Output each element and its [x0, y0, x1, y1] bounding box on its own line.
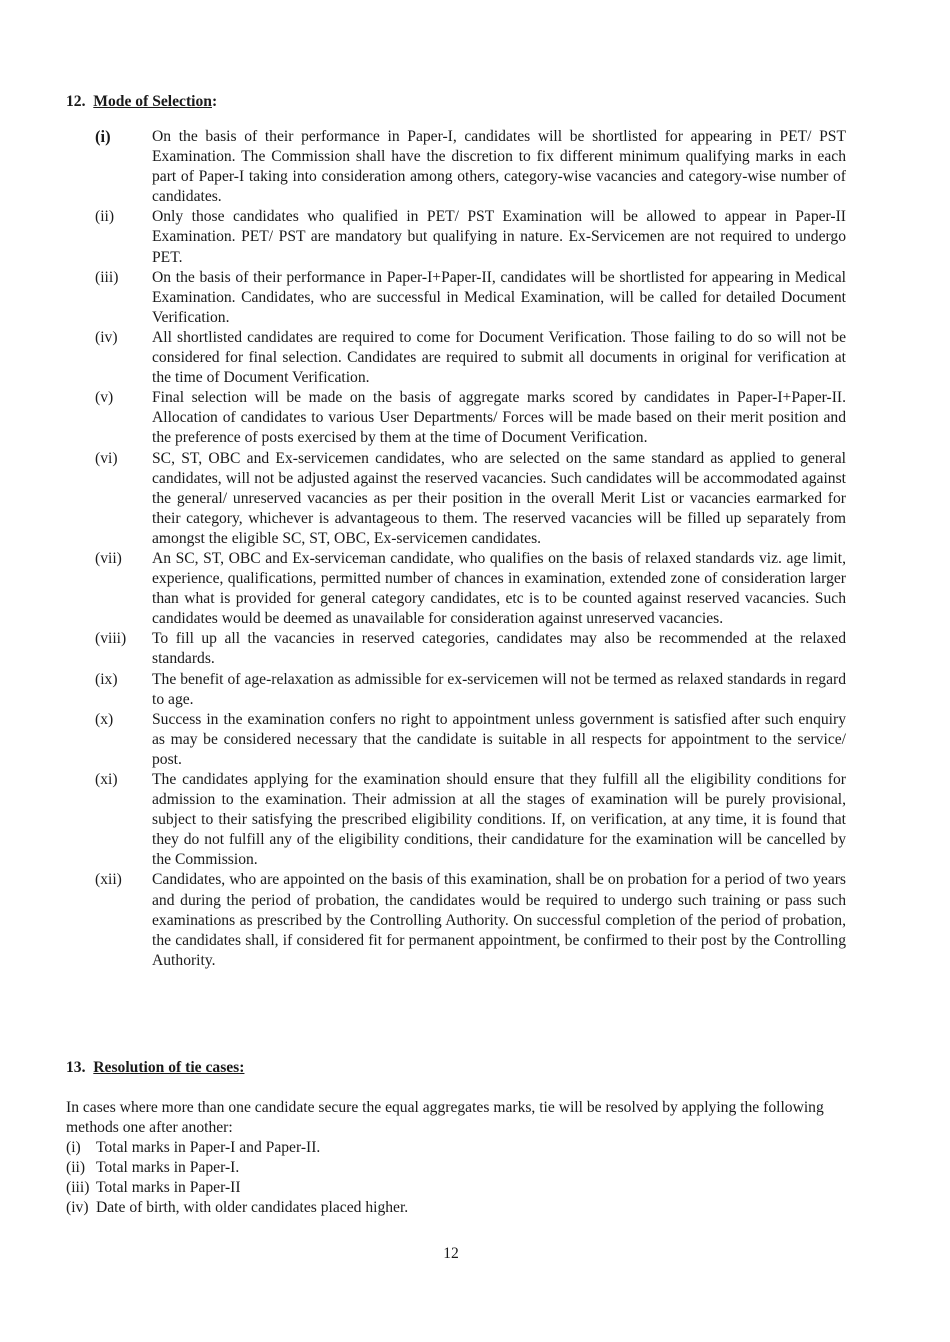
list-item	[95, 449, 846, 549]
list-item	[66, 1198, 408, 1218]
item-number: (iii)	[95, 268, 119, 286]
method-number: (iv)	[66, 1199, 89, 1217]
section-13-title: Resolution of tie cases:	[93, 1059, 245, 1076]
section-12-heading	[66, 92, 217, 112]
item-number: (v)	[95, 389, 114, 407]
item-number: (x)	[95, 710, 114, 728]
item-number: (i)	[95, 127, 111, 146]
list-item	[66, 1138, 408, 1158]
item-number: (iv)	[95, 328, 118, 346]
item-number: (ix)	[95, 670, 118, 688]
method-number: (ii)	[66, 1159, 86, 1177]
tie-methods-list	[66, 1138, 408, 1218]
item-text: On the basis of their performance in Paper-I+Paper-II, candidates will be shortlisted for appearing in Medical Examination. Candidates, who are successful in Medical Examination, will be called for detailed Document Verification.	[152, 268, 846, 326]
list-item	[66, 1178, 408, 1198]
list-item	[95, 549, 846, 629]
section-13-heading	[66, 1058, 244, 1078]
item-text: Only those candidates who qualified in PET/ PST Examination will be allowed to appear in Paper-II Examination. PET/ PST are mandatory but qualifying in nature. Ex-Servicemen are not required to undergo PET.	[152, 208, 846, 266]
item-text: On the basis of their performance in Paper-I, candidates will be shortlisted for appearing in PET/ PST Examination. The Commission shall have the discretion to fix different minimum qualifying marks in each part of Paper-I taking into consideration among others, category-wise vacancies and category-wise number of candidates.	[152, 128, 846, 206]
section-12-title: Mode of Selection	[93, 93, 212, 110]
section-12-number: 12.	[66, 93, 86, 110]
item-text: The candidates applying for the examination should ensure that they fulfill all the eligibility conditions for admission to the examination. Their admission at all the stages of examination will be purely provisional, subject to their satisfying the prescribed eligibility conditions. If, on verification, at any time, it is found that they do not fulfill any of the eligibility conditions, their candidature for the examination will be cancelled by the Commission.	[152, 771, 846, 869]
item-text: The benefit of age-relaxation as admissible for ex-servicemen will not be termed as relaxed standards in regard to age.	[152, 670, 846, 708]
method-text: Total marks in Paper-I and Paper-II.	[96, 1139, 321, 1156]
item-text: Success in the examination confers no right to appointment unless government is satisfied after such enquiry as may be considered necessary that the candidate is suitable in all respects for appointment to the service/ post.	[152, 710, 846, 768]
item-text: To fill up all the vacancies in reserved categories, candidates may also be recommended at the relaxed standards.	[152, 630, 846, 668]
list-item	[95, 207, 846, 267]
item-number: (xii)	[95, 871, 122, 889]
list-item	[95, 770, 846, 870]
list-item	[95, 710, 846, 770]
method-text: Total marks in Paper-II	[96, 1179, 241, 1197]
item-text: An SC, ST, OBC and Ex-serviceman candidate, who qualifies on the basis of relaxed standards viz. age limit, experience, qualifications, permitted number of chances in examination, extended zone of consideration larger than what is provided for general category candidates, etc is to be counted against reserved vacancies. Such candidates would be deemed as unavailable for consideration against unreserved vacancies.	[152, 549, 846, 628]
item-number: (xi)	[95, 771, 118, 788]
item-number: (ii)	[95, 208, 115, 226]
list-item	[95, 629, 846, 669]
item-number: (viii)	[95, 630, 127, 648]
list-item	[95, 328, 846, 388]
item-text: Final selection will be made on the basis of aggregate marks scored by candidates in Paper-I+Paper-II. Allocation of candidates to various User Departments/ Forces will be made based on their merit position and the preference of posts exercised by them at the time of Document Verification.	[152, 389, 846, 447]
item-number: (vi)	[95, 449, 118, 467]
item-text: SC, ST, OBC and Ex-servicemen candidates, who are selected on the same standard as applied to general candidates, will not be adjusted against the reserved vacancies. Such candidates will be accommodated against the general/ unreserved vacancies as per their position in the overall Merit List or vacancies earmarked for their category, whichever is advantageous to them. The reserved vacancies will be filled up separately from amongst the eligible SC, ST, OBC, Ex-servicemen candidates.	[152, 449, 846, 547]
page-number: 12	[443, 1245, 459, 1262]
list-item	[95, 268, 846, 328]
list-item	[95, 127, 846, 207]
tie-resolution-intro: In cases where more than one candidate secure the equal aggregates marks, tie will be resolved by applying the following methods one after another:	[66, 1099, 824, 1137]
list-item	[95, 388, 846, 448]
list-item	[66, 1158, 408, 1178]
item-number: (vii)	[95, 549, 122, 567]
method-text: Date of birth, with older candidates placed higher.	[96, 1199, 409, 1217]
section-12-colon: :	[211, 93, 218, 110]
item-text: All shortlisted candidates are required to come for Document Verification. Those failing to do so will not be considered for final selection. Candidates are required to submit all documents in original for verification at the time of Document Verification.	[152, 328, 846, 387]
list-item	[95, 870, 846, 970]
selection-criteria-list	[95, 127, 846, 971]
method-number: (iii)	[66, 1179, 90, 1197]
method-text: Total marks in Paper-I.	[96, 1159, 240, 1177]
method-number: (i)	[66, 1139, 81, 1156]
section-13-number: 13.	[66, 1059, 86, 1076]
item-text: Candidates, who are appointed on the basis of this examination, shall be on probation for a period of two years and during the period of probation, the candidates would be required to undergo such training or pass such examinations as prescribed by the Controlling Authority. On successful completion of the period of probation, the candidates shall, if considered fit for permanent appointment, be confirmed to their post by the Controlling Authority.	[152, 871, 846, 969]
list-item	[95, 670, 846, 710]
